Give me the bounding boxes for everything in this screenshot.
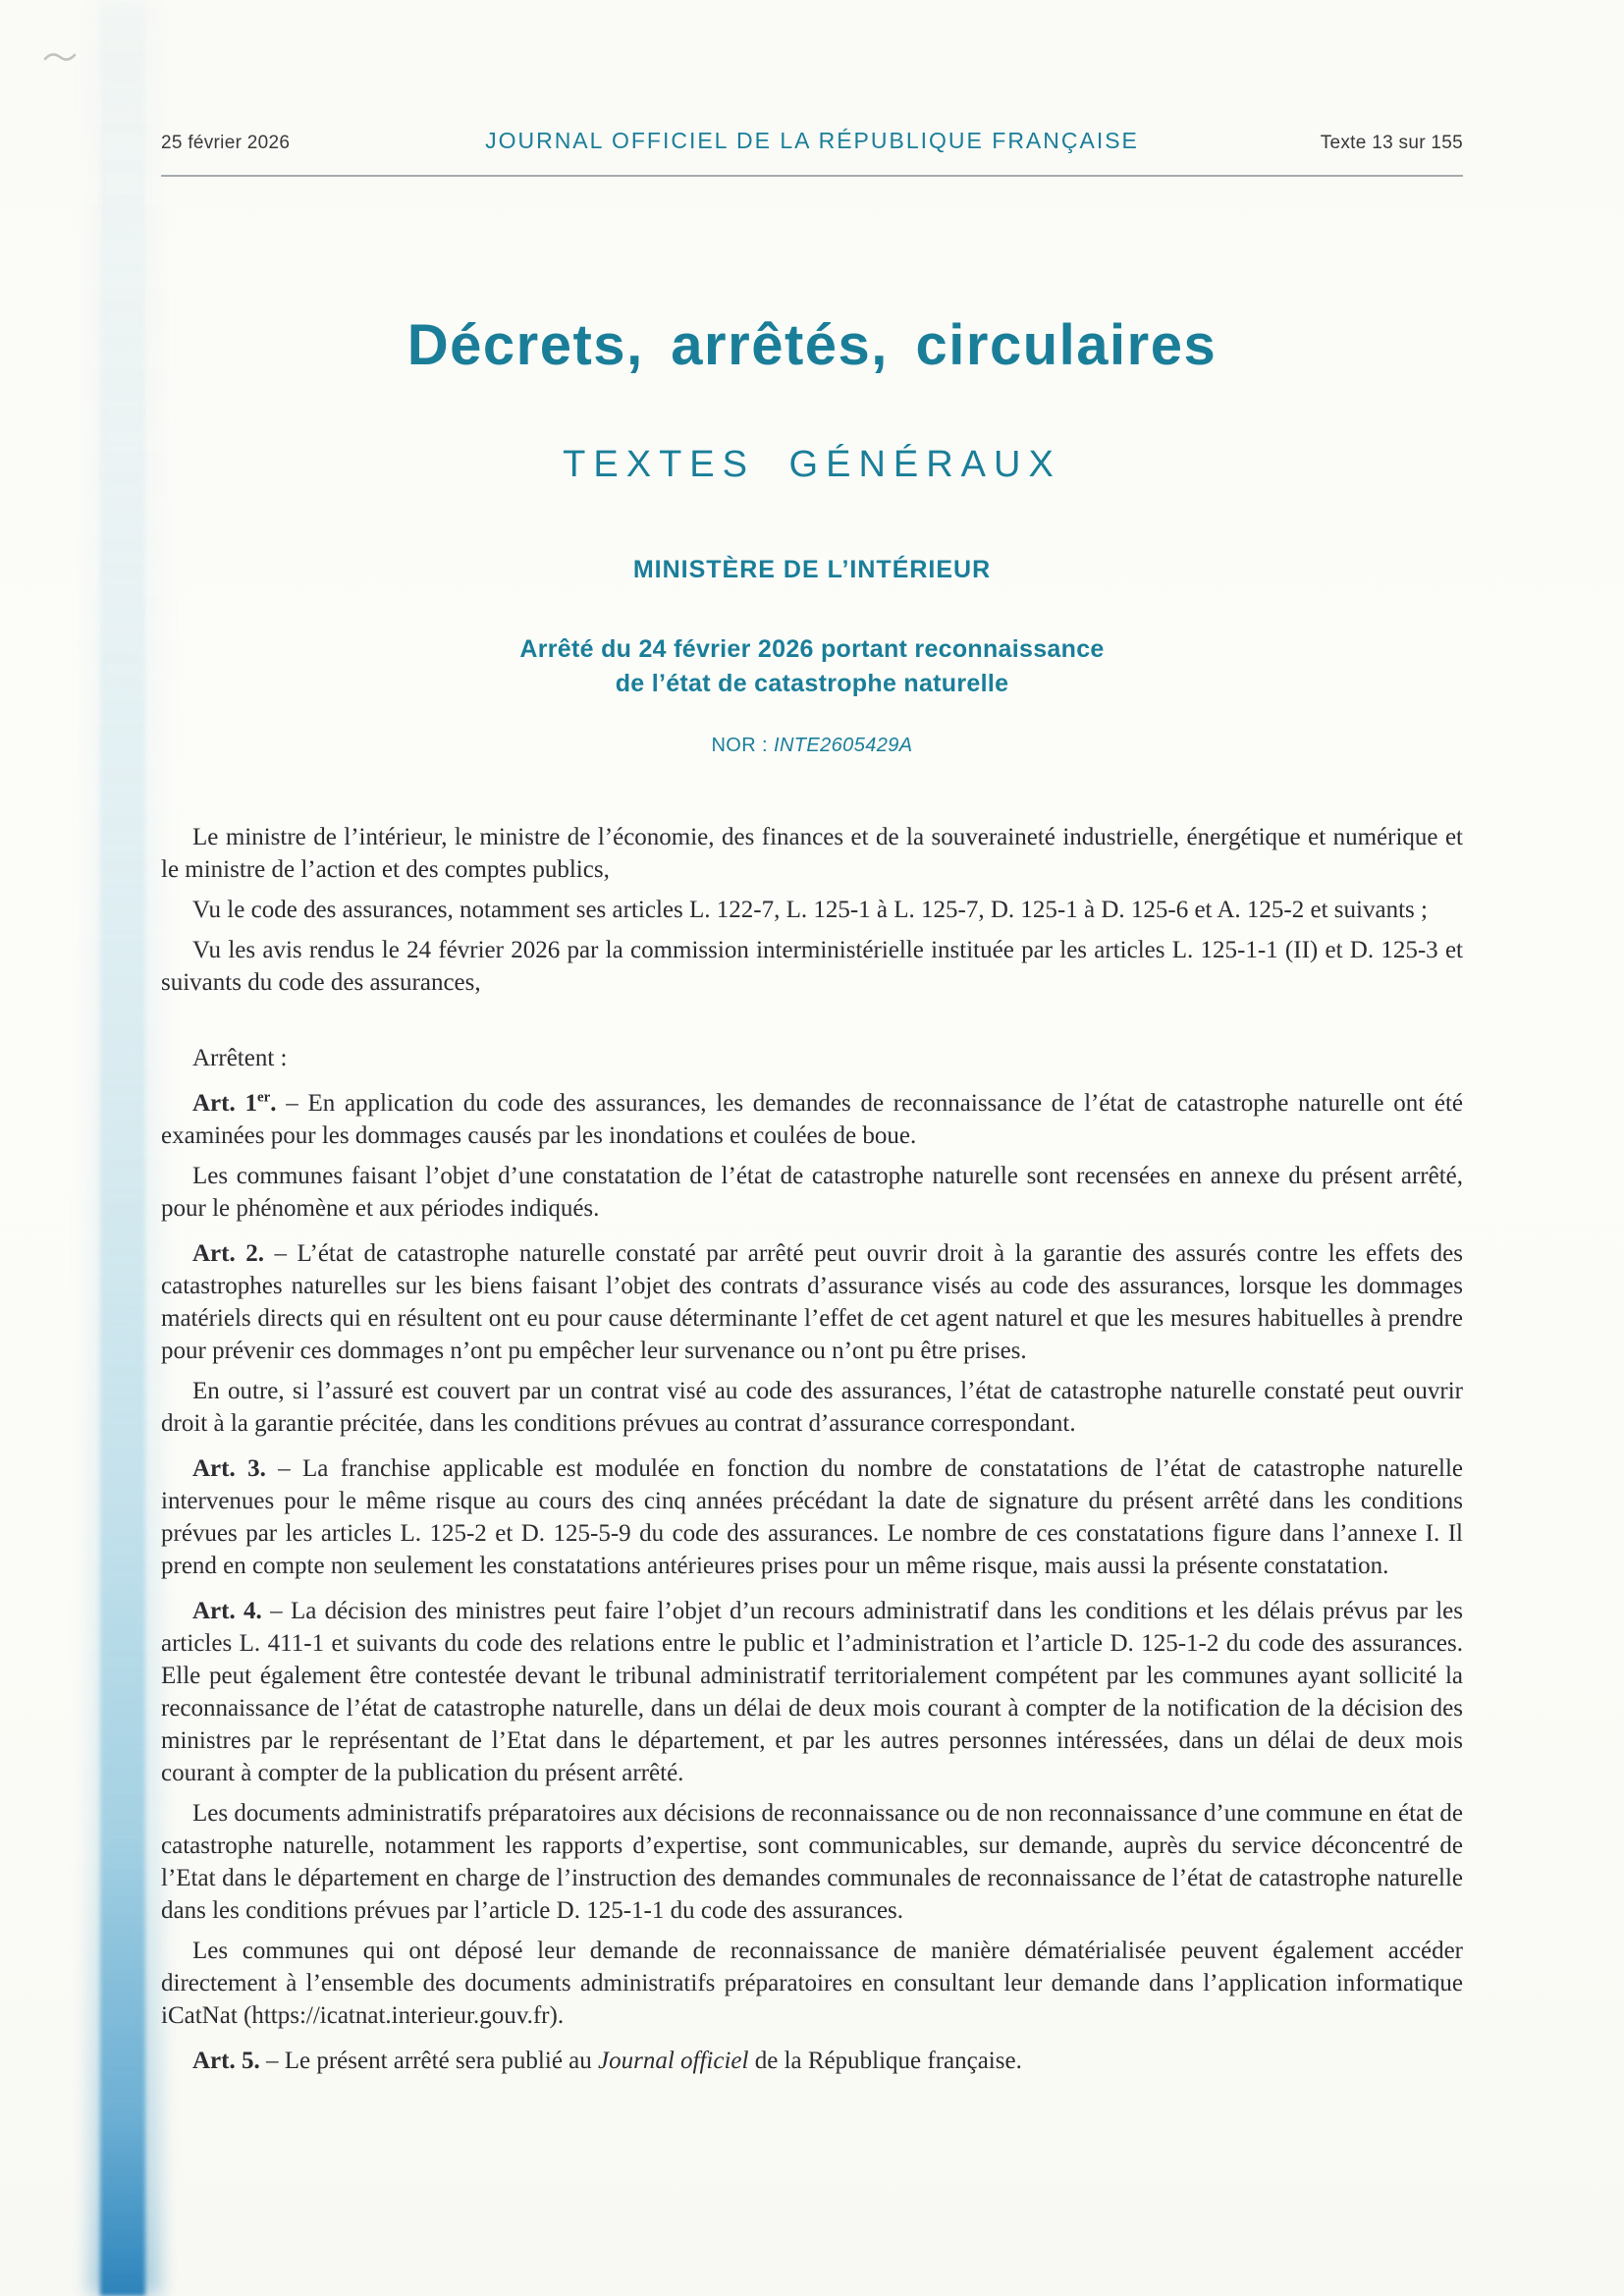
paragraph: Art. 3. – La franchise applicable est modulée en fonction du nombre de constatations de l’état de catastrophe naturelle intervenues pour le même risque au cours des cinq années précédant la date de signature du présent arrêté dans les conditions prévues par les articles L. 125-2 et D. 125-5-9 du code des assurances. Le nombre de ces constatations figure dans l’annexe I. Il prend en compte non seulement les constatations antérieures prises pour un même risque, mais aussi la présente constatation.	[161, 1455, 1463, 1579]
paragraph: Les communes faisant l’objet d’une constatation de l’état de catastrophe naturelle sont recensées en annexe du présent arrêté, pour le phénomène et aux périodes indiqués.	[161, 1163, 1463, 1222]
article-body	[161, 821, 1463, 2085]
decree-title	[0, 632, 1624, 701]
paragraph: Art. 1er. – En application du code des assurances, les demandes de reconnaissance de l’état de catastrophe naturelle ont été examinées pour les dommages causés par les inondations et coulées de boue.	[161, 1089, 1463, 1149]
paragraph: Le ministre de l’intérieur, le ministre de l’économie, des finances et de la souveraineté industrielle, énergétique et numérique et le ministre de l’action et des comptes publics,	[161, 824, 1463, 883]
paragraph: Les communes qui ont déposé leur demande de reconnaissance de manière dématérialisée peuvent également accéder directement à l’ensemble des documents administratifs préparatoires en consultant leur demande dans l’application informatique iCatNat (https://icatnat.interieur.gouv.fr).	[161, 1938, 1463, 2029]
ministry-title: MINISTÈRE DE L’INTÉRIEUR	[632, 556, 992, 583]
paragraph: Vu le code des assurances, notamment ses articles L. 122-7, L. 125-1 à L. 125-7, D. 125-1 à D. 125-6 et A. 125-2 et suivants ;	[192, 897, 1428, 923]
decree-title-line2: de l’état de catastrophe naturelle	[615, 670, 1009, 697]
section-title: TEXTES GÉNÉRAUX	[563, 444, 1061, 485]
paragraph: Arrêtent :	[192, 1045, 288, 1071]
nor-line	[0, 735, 1624, 757]
paragraph: Art. 2. – L’état de catastrophe naturelle constaté par arrêté peut ouvrir droit à la garantie des assurés contre les effets des catastrophes naturelles sur les biens faisant l’objet des contrats d’assurance visés au code des assurances, lorsque les dommages matériels directs qui en résultent ont eu pour cause déterminante l’effet de cet agent naturel et que les mesures habituelles à prendre pour prévenir ces dommages n’ont pu empêcher leur survenance ou n’ont pu être prises.	[161, 1240, 1463, 1364]
nor-value: INTE2605429A	[773, 735, 913, 756]
paragraph: Art. 4. – La décision des ministres peut faire l’objet d’un recours administratif dans les conditions et les délais prévus par les articles L. 411-1 et suivants du code des relations entre le public et l’administration et l’article D. 125-1-2 du code des assurances. Elle peut également être contestée devant le tribunal administratif territorialement compétent par les communes ayant sollicité la reconnaissance de l’état de catastrophe naturelle, dans un délai de deux mois courant à compter de la notification de la décision des ministres par le représentant de l’Etat dans le département, et par les autres personnes intéressées, dans un délai de deux mois courant à compter de la publication du présent arrêté.	[161, 1598, 1463, 1786]
nor-label: NOR :	[711, 735, 769, 756]
document-title: Décrets, arrêtés, circulaires	[406, 313, 1218, 377]
paragraph: Vu les avis rendus le 24 février 2026 par la commission interministérielle instituée par les articles L. 125-1-1 (II) et D. 125-3 et suivants du code des assurances,	[161, 937, 1463, 996]
header-date: 25 février 2026	[161, 133, 291, 153]
decree-title-line1: Arrêté du 24 février 2026 portant reconnaissance	[519, 635, 1105, 663]
header-rule	[161, 175, 1463, 177]
header-texte-number: Texte 13 sur 155	[1320, 133, 1463, 153]
scan-artifact	[43, 49, 77, 65]
paragraph: Les documents administratifs préparatoires aux décisions de reconnaissance ou de non reconnaissance d’une commune en état de catastrophe naturelle, notamment les rapports d’expertise, sont communicables, sur demande, auprès du service déconcentré de l’Etat dans le département en charge de l’instruction des demandes communales de reconnaissance de l’état de catastrophe naturelle dans les conditions prévues par l’article D. 125-1-1 du code des assurances.	[161, 1800, 1463, 1924]
paragraph: En outre, si l’assuré est couvert par un contrat visé au code des assurances, l’état de catastrophe naturelle constaté peut ouvrir droit à la garantie précitée, dans les conditions prévues au contrat d’assurance correspondant.	[161, 1378, 1463, 1437]
page-header	[161, 128, 1463, 154]
paragraph: Art. 5. – Le présent arrêté sera publié au Journal officiel de la République française.	[192, 2048, 1022, 2074]
header-journal-title: JOURNAL OFFICIEL DE LA RÉPUBLIQUE FRANÇAISE	[485, 128, 1139, 153]
